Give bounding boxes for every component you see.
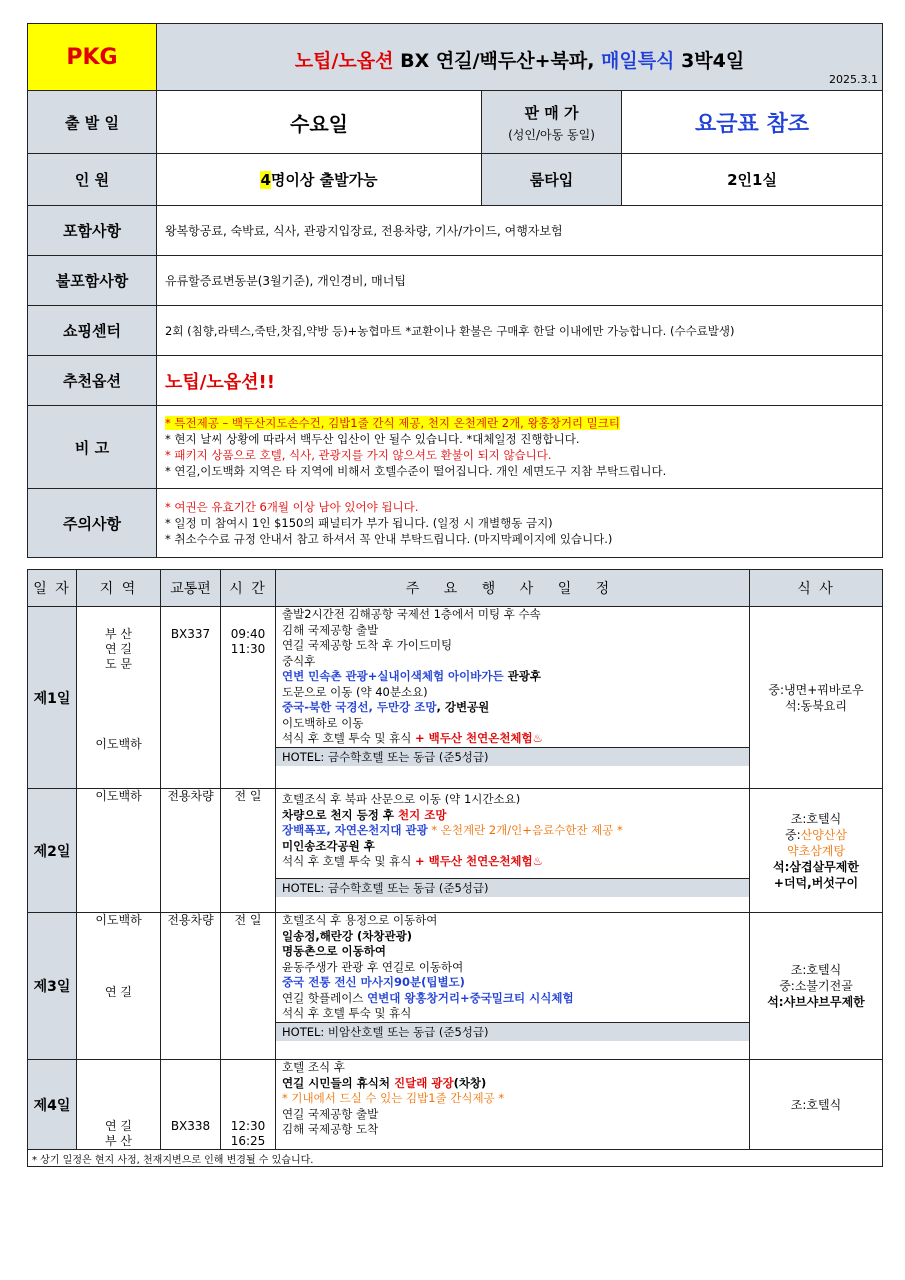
meal-cell: 조:호텔식 중:산양산삼 약초삼계탕 석:삼겹살무제한 +더덕,버섯구이: [750, 789, 883, 913]
depart-value: 수요일: [157, 91, 482, 154]
day-label: 제3일: [28, 913, 77, 1060]
remark-label: 비 고: [28, 406, 157, 489]
option-value: 노팁/노옵션!!: [157, 356, 883, 406]
hotel-line: HOTEL: 금수학호텔 또는 동급 (준5성급): [276, 747, 749, 766]
remark-line: * 연길,이도백화 지역은 타 지역에 비해서 호텔수준이 떨어집니다. 개인 세면도구 지참 부탁드립니다.: [165, 464, 667, 478]
region-cell: 이도백하: [77, 789, 161, 913]
price-label: 판 매 가: [524, 103, 579, 122]
include-label: 포함사항: [28, 206, 157, 256]
issue-date: 2025.3.1: [829, 73, 879, 86]
caution-line: * 취소수수료 규정 안내서 참고 하셔서 꼭 안내 부탁드립니다. (마지막페이지에 있습니다.): [165, 532, 613, 546]
header-time: 시 간: [221, 570, 276, 607]
product-title: [157, 24, 883, 91]
transport-cell: BX337: [161, 607, 221, 789]
itinerary-cell: 호텔 조식 후 연길 시민들의 휴식처 진달래 광장(차창) * 기내에서 드실 수 있는 김밥1줄 간식제공 * 연길 국제공항 출발 김해 국제공항 도착: [276, 1060, 750, 1150]
shop-value: 2회 (침향,라텍스,죽탄,찻집,약방 등)+농협마트 *교환이나 환불은 구매후 한달 이내에만 가능합니다. (수수료발생): [157, 306, 883, 356]
caution-line: * 일정 미 참여시 1인 $150의 패널티가 부가 됩니다. (일정 시 개별행동 금지): [165, 516, 553, 530]
header-day: 일 자: [28, 570, 77, 607]
people-label: 인 원: [28, 154, 157, 206]
price-sub: (성인/아동 동일): [508, 127, 595, 142]
header-region: 지 역: [77, 570, 161, 607]
title-end: 3박4일: [674, 50, 745, 72]
shop-label: 쇼핑센터: [28, 306, 157, 356]
itinerary-cell: 호텔조식 후 북파 산문으로 이동 (약 1시간소요) 차량으로 천지 등정 후 천지 조망 장백폭포, 자연온천지대 관광 * 온천계란 2개/인+음료수한잔 제공 * 미인송조각공원 후 석식 후 호텔 투숙 및 휴식 + 백두산 천연온천체험♨ HOTEL: 금수학호텔 또는 동급 (준5성급): [276, 789, 750, 913]
remark-line: * 패키지 상품으로 호텔, 식사, 관광지를 가지 않으셔도 환불이 되지 않습니다.: [165, 448, 552, 462]
price-label-cell: [482, 91, 622, 154]
header-itinerary: 주 요 행 사 일 정: [276, 570, 750, 607]
day-row: [28, 913, 883, 1060]
region-cell: 연 길 부 산: [77, 1060, 161, 1150]
caution-label: 주의사항: [28, 489, 157, 558]
transport-cell: 전용차량: [161, 789, 221, 913]
meal-cell: 중:냉면+꿔바로우 석:동북요리: [750, 607, 883, 789]
schedule-table: [27, 569, 883, 1167]
title-red: 노팁/노옵션: [294, 50, 394, 72]
title-blue: 매일특식: [601, 50, 675, 72]
itinerary-cell: 출발2시간전 김해공항 국제선 1층에서 미팅 후 수속 김해 국제공항 출발 연길 국제공항 도착 후 가이드미팅 중식후 연변 민속촌 관광+실내이색체험 아이바가든 관광후 도문으로 이동 (약 40분소요) 중국-북한 국경선, 두만강 조망, 강변공원 이도백하로 이동 석식 후 호텔 투숙 및 휴식 + 백두산 천연온천체험♨ HOTEL: 금수학호텔 또는 동급 (준5성급): [276, 607, 750, 789]
remark-cell: [157, 406, 883, 489]
remark-line: * 특전제공 – 백두산지도손수건, 김밥1줄 간식 제공, 천지 온천계란 2개, 왕홍창거리 밀크티: [165, 416, 621, 430]
meal-cell: 조:호텔식 중:소불기전골 석:샤브샤브무제한: [750, 913, 883, 1060]
day-row: [28, 1060, 883, 1150]
info-table: [27, 23, 883, 558]
transport-cell: 전용차량: [161, 913, 221, 1060]
transport-cell: BX338: [161, 1060, 221, 1150]
day-label: 제2일: [28, 789, 77, 913]
room-value: 2인1실: [622, 154, 883, 206]
footnote: * 상기 일정은 현지 사정, 천재지변으로 인해 변경될 수 있습니다.: [28, 1150, 883, 1167]
room-label: 룸타입: [482, 154, 622, 206]
exclude-value: 유류할증료변동분(3월기준), 개인경비, 매너팁: [157, 256, 883, 306]
caution-cell: [157, 489, 883, 558]
header-meal: 식 사: [750, 570, 883, 607]
header-transport: 교통편: [161, 570, 221, 607]
remark-line: * 현지 날씨 상황에 따라서 백두산 입산이 안 될수 있습니다. *대체일정 진행합니다.: [165, 432, 580, 446]
include-value: 왕복항공료, 숙박료, 식사, 관광지입장료, 전용차량, 기사/가이드, 여행자보험: [157, 206, 883, 256]
hotel-line: HOTEL: 비암산호텔 또는 동급 (준5성급): [276, 1022, 749, 1041]
caution-line: * 여권은 유효기간 6개월 이상 남아 있어야 됩니다.: [165, 500, 419, 514]
people-value: 명이상 출발가능: [270, 171, 378, 189]
itinerary-cell: 호텔조식 후 용정으로 이동하여 일송정,해란강 (차창관광) 명동촌으로 이동하여 윤동주생가 관광 후 연길로 이동하여 중국 전통 전신 마사지90분(팁별도) 연길 핫플레이스 연변대 왕홍창거리+중국밀크티 시식체험 석식 후 호텔 투숙 및 휴식 HOTEL: 비암산호텔 또는 동급 (준5성급): [276, 913, 750, 1060]
people-num: 4: [260, 171, 271, 189]
time-cell: 전 일: [221, 913, 276, 1060]
time-cell: 12:30 16:25: [221, 1060, 276, 1150]
day-label: 제4일: [28, 1060, 77, 1150]
day-label: 제1일: [28, 607, 77, 789]
title-mid: BX 연길/백두산+북파,: [393, 50, 602, 72]
people-cell: [157, 154, 482, 206]
day-row: [28, 607, 883, 789]
hotel-line: HOTEL: 금수학호텔 또는 동급 (준5성급): [276, 878, 749, 897]
meal-cell: 조:호텔식: [750, 1060, 883, 1150]
time-cell: 09:40 11:30: [221, 607, 276, 789]
region-cell: 이도백하 연 길: [77, 913, 161, 1060]
price-value: 요금표 참조: [622, 91, 883, 154]
region-cell: 부 산 연 길 도 문 이도백하: [77, 607, 161, 789]
pkg-badge: PKG: [28, 24, 157, 91]
option-label: 추천옵션: [28, 356, 157, 406]
day-row: [28, 789, 883, 913]
exclude-label: 불포함사항: [28, 256, 157, 306]
depart-label: 출 발 일: [28, 91, 157, 154]
time-cell: 전 일: [221, 789, 276, 913]
